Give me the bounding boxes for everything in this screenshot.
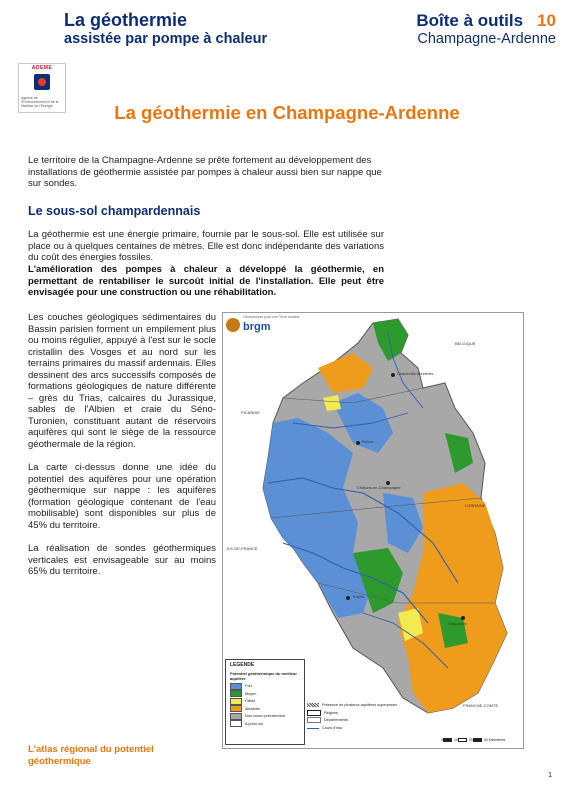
scale-segment	[458, 738, 467, 742]
legend-item: Faible	[230, 698, 304, 705]
legend-item: Non connu précisément	[230, 713, 304, 720]
legend-subtitle: Potentiel géothermique du meilleur aquifère	[230, 671, 297, 681]
scale-forty: 40 Kilomètres	[483, 738, 506, 742]
label-chaumont: Chaumont	[448, 621, 467, 626]
hatch-icon	[307, 703, 319, 707]
legend-extra-item: Cours d'eau	[307, 725, 437, 732]
left-column-text	[28, 312, 216, 590]
ademe-mark-icon	[34, 74, 50, 90]
river-line-icon	[307, 726, 319, 729]
city-troyes	[346, 596, 350, 600]
legend-swatch	[230, 705, 242, 712]
page-number: 1	[548, 772, 552, 779]
scale-segment	[473, 738, 482, 742]
label-charleville: Charleville-Mézières	[397, 371, 434, 376]
legend-swatch	[230, 690, 242, 697]
legend-extra-item: Présence de plusieurs aquifères superposés	[307, 702, 437, 709]
section-title: Le sous-sol champardennais	[28, 204, 201, 218]
logo-name: ADEME	[31, 65, 53, 71]
toolbox-label: Boîte à outils	[416, 11, 524, 30]
header-title: La géothermie	[64, 10, 188, 30]
legend-item: Fort	[230, 683, 304, 690]
legend-item: Aléatoire	[230, 706, 304, 713]
legend-item: Moyen	[230, 691, 304, 698]
label-idf: ILE-DE-FRANCE	[227, 546, 258, 551]
header-subtitle: assistée par pompe à chaleur	[64, 31, 268, 47]
map-legend	[225, 659, 305, 745]
header-region: Champagne-Ardenne	[417, 31, 556, 47]
label-belgique: BELGIQUE	[455, 341, 476, 346]
legend-swatch	[230, 713, 242, 720]
department-line-icon	[307, 717, 321, 723]
legend-swatch	[230, 720, 242, 727]
legend-title: LEGENDE	[230, 662, 255, 668]
label-chalons: Châlons-en-Champagne	[357, 485, 401, 490]
label-picardie: PICARDIE	[241, 410, 260, 415]
page-title: La géothermie en Champagne-Ardenne	[114, 102, 460, 123]
label-lorraine: LORRAINE	[465, 503, 486, 508]
header-right	[416, 10, 556, 48]
brgm-tagline: Géosciences pour une Terre durable	[243, 315, 300, 319]
header-left	[64, 10, 267, 48]
scale-ten: 10	[453, 738, 458, 742]
label-franche-comte: FRANCHE-COMTE	[463, 703, 499, 708]
legend-item: A priori nul	[230, 721, 304, 728]
scale-twenty: 20	[468, 738, 473, 742]
paragraph-energy: La géothermie est une énergie primaire, fournie par le sous-sol. Elle est utilisée sur place ou à quelques centaines de mètres. Elle est donc indépendante des variations du coût des énergies fossiles.	[28, 229, 384, 263]
city-chaumont	[461, 616, 465, 620]
city-charleville	[391, 373, 395, 377]
paragraph-bold: L'amélioration des pompes à chaleur a développé la géothermie, en permettant de rentabiliser le surcoût initial de l'installation. Elle peut être envisagée pour une construction ou une réhabilitation.	[28, 264, 384, 298]
toolbox-title	[416, 10, 556, 31]
label-reims: Reims	[362, 439, 374, 444]
brgm-mark-icon	[226, 318, 240, 332]
col-paragraph-map: La carte ci-dessus donne une idée du potentiel des aquifères pour une opération géothermique sur nappe : les aquifères (formation géologique contenant de l'eau mobilisable) sont disponibles sur plus de 45% du territoire.	[28, 462, 216, 531]
label-troyes: Troyes	[352, 594, 365, 599]
col-paragraph-geology: Les couches géologiques sédimentaires du Bassin parisien forment un empilement plus ou moins régulier, appuyé à l'est sur le socle cristallin des Vosges et au nord sur les terrains primaires du massif ardennais. Elles dessinent des arcs successifs composés de formations géologiques de nature différente – grès du Trias, calcaires du Jurassique, sables de l'Albien et craie du Séno-Turonien, constituant autant de réservoirs aquifères qui sont le siège de la ressource géothermale de la région.	[28, 312, 216, 450]
city-reims	[356, 441, 360, 445]
toolbox-number: 10	[537, 11, 556, 30]
legend-swatch	[230, 698, 242, 705]
brgm-wordmark: brgm	[243, 321, 271, 333]
legend-extra-item: Régions	[307, 710, 437, 717]
scale-segment	[443, 738, 452, 742]
col-paragraph-probes: La réalisation de sondes géothermiques verticales est envisageable sur au moins 65% du territoire.	[28, 543, 216, 577]
legend-extra-item: Départements	[307, 717, 437, 724]
geothermal-map	[222, 312, 524, 749]
intro-paragraph: Le territoire de la Champagne-Ardenne se prête fortement au développement des installations de géothermie assistée par pompes à chaleur aussi bien sur nappe que sur sondes.	[28, 155, 382, 189]
logo-tagline: Agence de l'Environnement et de la Maîtrise de l'Energie	[21, 96, 59, 108]
scale-bar	[439, 738, 505, 742]
map-legend-extras	[307, 701, 437, 732]
map-caption: L'atlas régional du potentiel géothermique	[28, 744, 154, 767]
legend-swatch	[230, 683, 242, 690]
region-line-icon	[307, 710, 321, 716]
